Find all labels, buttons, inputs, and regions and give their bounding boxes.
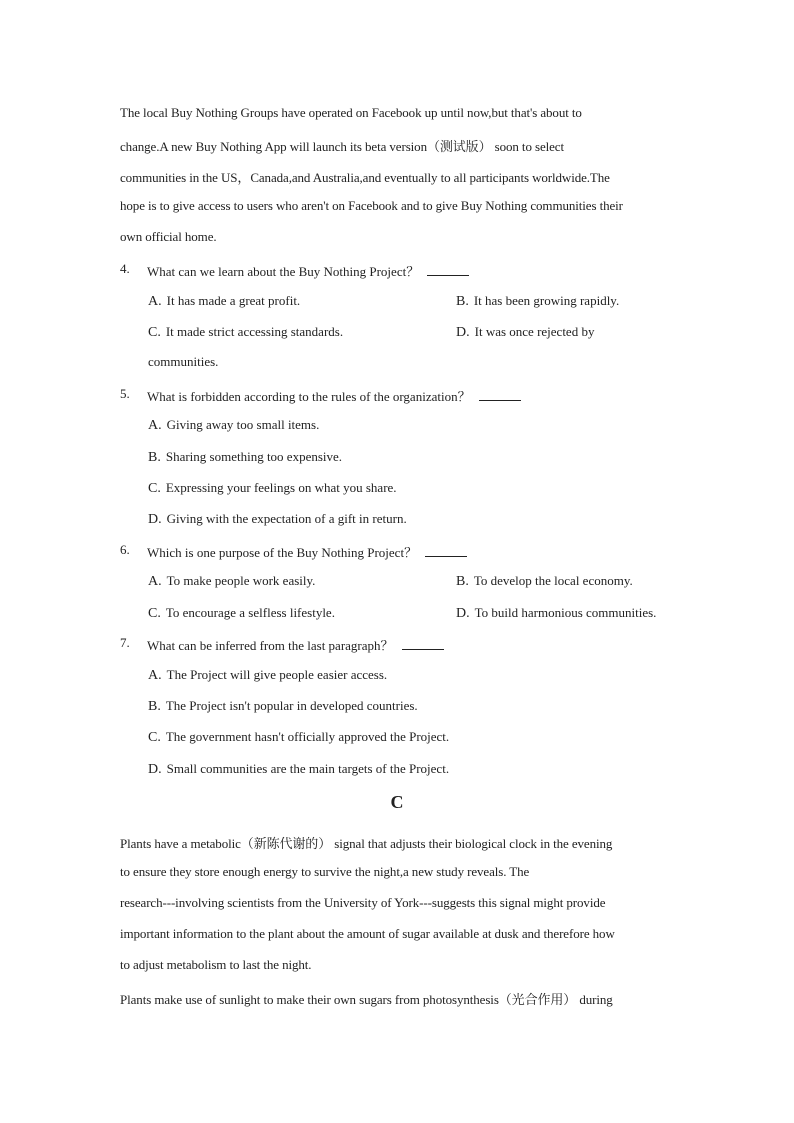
- option: D. It was once rejected by: [456, 324, 595, 340]
- section-heading: C: [390, 792, 404, 812]
- option: D. Small communities are the main targets of the Project.: [148, 761, 450, 777]
- passage-line: to ensure they store enough energy to survive the night,a new study reveals. The: [120, 864, 530, 879]
- option: C. To encourage a selfless lifestyle.: [148, 605, 335, 621]
- option: C. The government hasn't officially approved the Project.: [148, 729, 450, 745]
- question-number: 6.: [120, 542, 130, 557]
- question-stem: What can we learn about the Buy Nothing Project？: [147, 264, 420, 279]
- option-wrap: communities.: [148, 354, 219, 369]
- passage-line: hope is to give access to users who aren't on Facebook and to give Buy Nothing communities their: [120, 198, 623, 213]
- passage-line: communities in the US，Canada,and Australia,and eventually to all participants worldwide.The: [120, 170, 610, 185]
- option: B. It has been growing rapidly.: [456, 293, 620, 309]
- answer-blank: [427, 263, 469, 276]
- passage-line: change.A new Buy Nothing App will launch its beta version（测试版） soon to select: [120, 139, 564, 154]
- option: C. Expressing your feelings on what you share.: [148, 480, 397, 496]
- question-text: [147, 542, 467, 561]
- option: D. To build harmonious communities.: [456, 605, 657, 621]
- question-stem: What can be inferred from the last paragraph？: [147, 638, 394, 653]
- option: B. The Project isn't popular in developed countries.: [148, 698, 418, 714]
- question-text: [147, 386, 521, 405]
- answer-blank: [402, 637, 444, 650]
- option: C. It made strict accessing standards.: [148, 324, 344, 340]
- option: B. Sharing something too expensive.: [148, 449, 343, 465]
- answer-blank: [425, 544, 467, 557]
- question-text: [147, 635, 444, 654]
- option: A. It has made a great profit.: [148, 293, 301, 309]
- passage-line: Plants have a metabolic（新陈代谢的） signal that adjusts their biological clock in the evening: [120, 836, 613, 851]
- question-number: 5.: [120, 386, 130, 401]
- passage-line: to adjust metabolism to last the night.: [120, 957, 312, 972]
- question-number: 4.: [120, 261, 130, 276]
- passage-line: The local Buy Nothing Groups have operated on Facebook up until now,but that's about to: [120, 105, 582, 120]
- question-text: [147, 261, 469, 280]
- passage-line: own official home.: [120, 229, 217, 244]
- question-number: 7.: [120, 635, 130, 650]
- answer-blank: [479, 388, 521, 401]
- question-stem: What is forbidden according to the rules of the organization？: [147, 389, 471, 404]
- passage-line: important information to the plant about the amount of sugar available at dusk and therefore how: [120, 926, 615, 941]
- question-stem: Which is one purpose of the Buy Nothing Project？: [147, 545, 418, 560]
- option: A. Giving away too small items.: [148, 417, 320, 433]
- option: A. To make people work easily.: [148, 573, 316, 589]
- option: B. To develop the local economy.: [456, 573, 633, 589]
- option: A. The Project will give people easier access.: [148, 667, 388, 683]
- passage-line: Plants make use of sunlight to make their own sugars from photosynthesis（光合作用） during: [120, 992, 613, 1007]
- passage-line: research---involving scientists from the University of York---suggests this signal might provide: [120, 895, 606, 910]
- option: D. Giving with the expectation of a gift in return.: [148, 511, 407, 527]
